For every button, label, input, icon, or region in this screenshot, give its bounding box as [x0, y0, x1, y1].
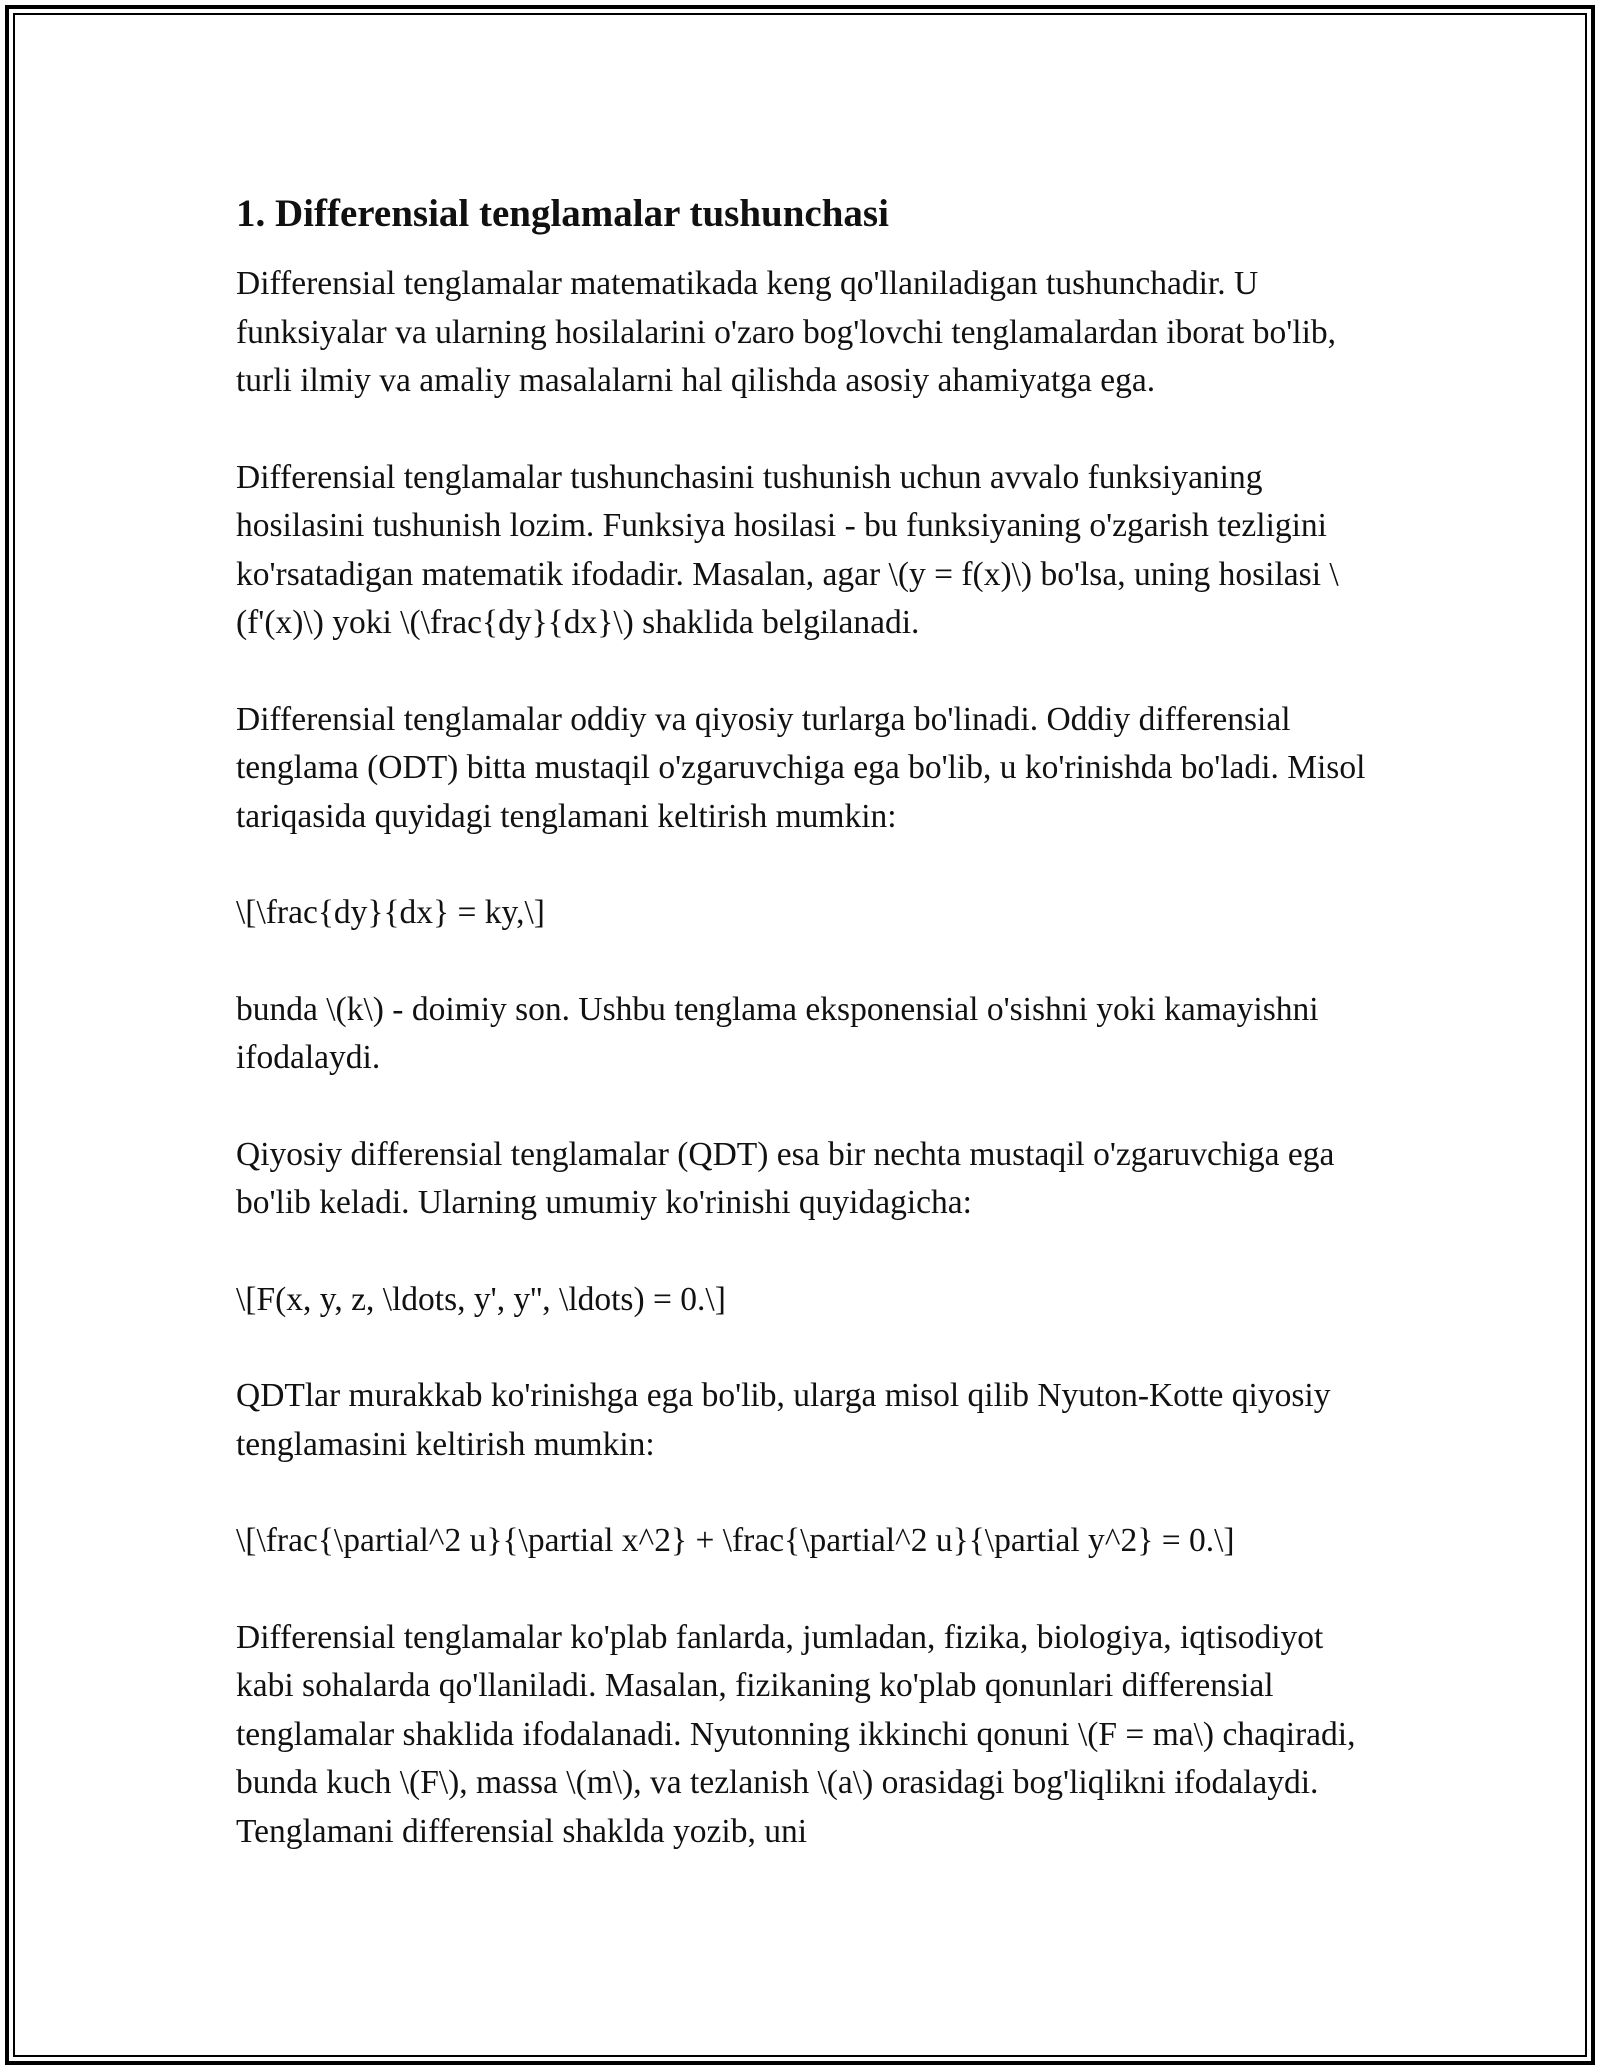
paragraph-derivative: Differensial tenglamalar tushunchasini tushunish uchun avvalo funksiyaning hosilasini tushunish lozim. Funksiya hosilasi - bu funksiyaning o'zgarish tezligini ko'rsatadigan matematik ifodadir. Masalan, agar \(y = f(x)\) bo'lsa, uning hosilasi \(f'(x)\) yoki \(\frac{dy}{dx}\) shaklida belgilanadi. [236, 458, 1339, 641]
paragraph-pde-example: QDTlar murakkab ko'rinishga ega bo'lib, ularga misol qilib Nyuton-Kotte qiyosiy tenglamasini keltirish mumkin: [236, 1377, 1331, 1463]
equation-ode: \[\frac{dy}{dx} = ky,\] [236, 894, 545, 931]
paragraph-intro: Differensial tenglamalar matematikada keng qo'llaniladigan tushunchadir. U funksiyalar va ularning hosilalarini o'zaro bog'lovchi tenglamalardan iborat bo'lib, turli ilmiy va amaliy masalalarni hal qilishda asosiy ahamiyatga ega. [236, 265, 1337, 399]
paragraph-pde-intro: Qiyosiy differensial tenglamalar (QDT) esa bir nechta mustaqil o'zgaruvchiga ega bo'lib keladi. Ularning umumiy ko'rinishi quyidagicha: [236, 1135, 1335, 1221]
equation-laplace: \[\frac{\partial^2 u}{\partial x^2} + \frac{\partial^2 u}{\partial y^2} = 0.\] [236, 1522, 1235, 1559]
paragraph-constant: bunda \(k\) - doimiy son. Ushbu tenglama eksponensial o'sishni yoki kamayishni ifodalaydi. [236, 990, 1319, 1076]
paragraph-ode-types: Differensial tenglamalar oddiy va qiyosiy turlarga bo'linadi. Oddiy differensial tenglama (ODT) bitta mustaqil o'zgaruvchiga ega bo'lib, u ko'rinishda bo'ladi. Misol tariqasida quyidagi tenglamani keltirish mumkin: [236, 700, 1366, 835]
equation-general: \[F(x, y, z, \ldots, y', y'', \ldots) = 0.\] [236, 1280, 726, 1318]
document-body [236, 188, 1366, 1856]
section-heading: 1. Differensial tenglamalar tushunchasi [236, 192, 889, 235]
paragraph-applications: Differensial tenglamalar ko'plab fanlarda, jumladan, fizika, biologiya, iqtisodiyot kabi sohalarda qo'llaniladi. Masalan, fizikaning ko'plab qonunlari differensial tenglamalar shaklida ifodalanadi. Nyutonning ikkinchi qonuni \(F = ma\) chaqiradi, bunda kuch \(F\), massa \(m\), va tezlanish \(a\) orasidagi bog'liqlikni ifodalaydi. Tenglamani differensial shaklda yozib, uni [236, 1618, 1356, 1850]
